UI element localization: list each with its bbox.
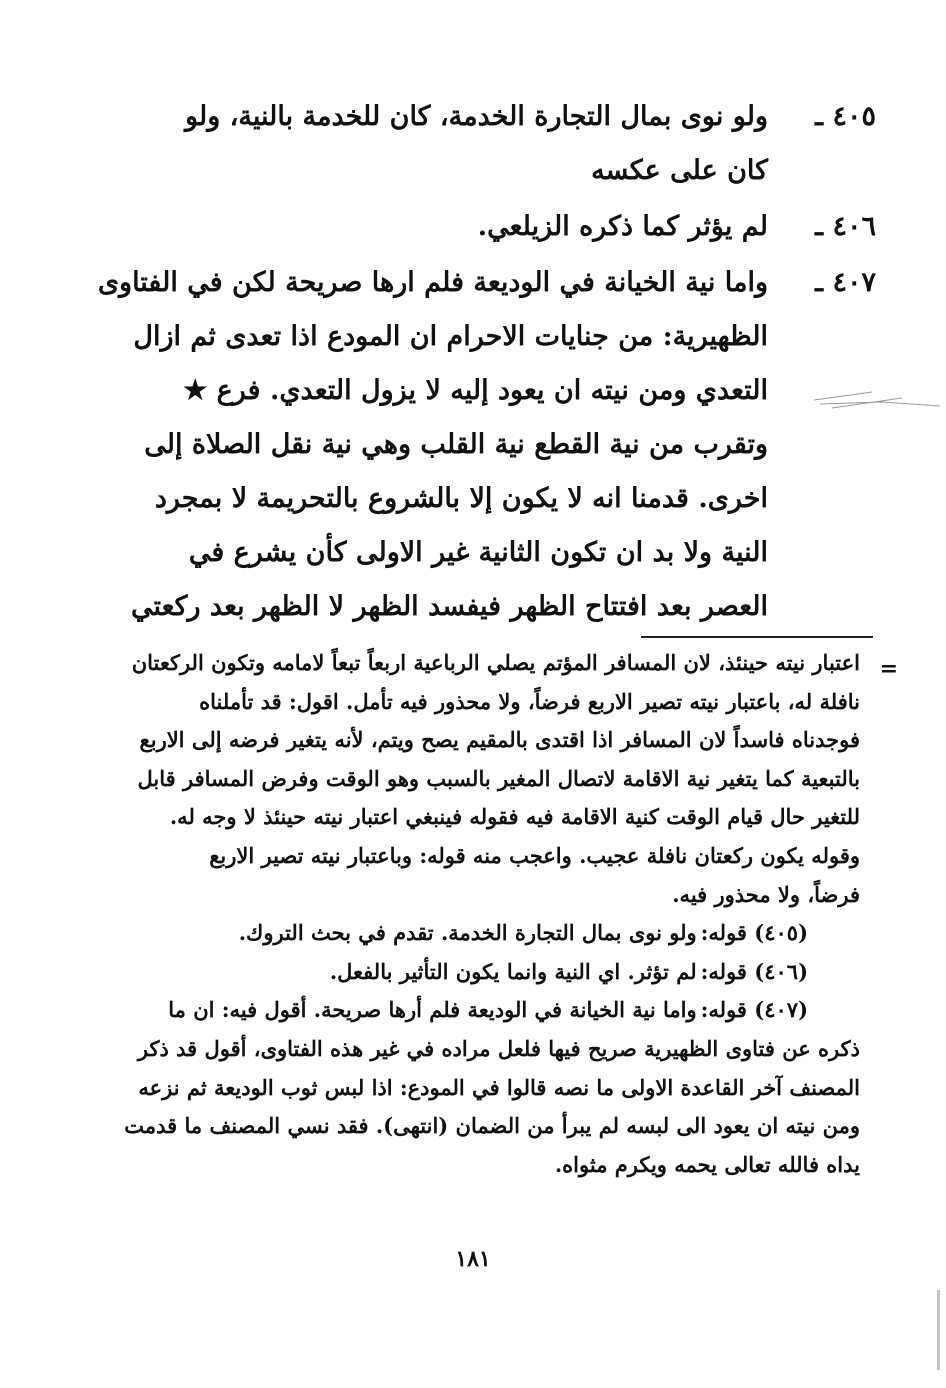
item-body [98, 256, 768, 634]
text-line: العصر بعد افتتاح الظهر فيفسد الظهر لا الظهر بعد ركعتي [130, 591, 768, 622]
footnote-line: يداه فالله تعالى يحمه ويكرم مثواه. [554, 1151, 860, 1177]
main-item [97, 256, 876, 634]
text-line: لم يؤثر كما ذكره الزيلعي. [477, 211, 768, 242]
footnote-line: المصنف آخر القاعدة الاولى ما نصه قالوا في المودع: اذا لبس ثوب الوديعة ثم نزعه [138, 1074, 860, 1100]
footnotes [120, 644, 860, 1184]
main-text [97, 90, 876, 636]
main-item [156, 90, 876, 198]
item-body [156, 90, 768, 198]
footnote-entry [120, 914, 860, 953]
footnote-separator [641, 636, 873, 638]
footnote-entry [120, 953, 860, 992]
footnote-line: للتغير حال قيام الوقت كنية الاقامة فيه فقوله فينبغي اعتبار نيته حينئذ لا وجه له. [169, 804, 860, 830]
continuation-mark: = [879, 656, 898, 682]
footnote-line: نافلة له، باعتبار نيته تصير الاربع فرضاً، ولا محذور فيه تأمل. اقول: قد تأملناه [199, 688, 860, 714]
text-line: التعدي ومن نيته ان يعود إليه لا يزول التعدي. فرع ★ [183, 375, 768, 406]
text-line: واما نية الخيانة في الوديعة فلم ارها صريحة لكن في الفتاوى [97, 267, 768, 298]
page-number: ١٨١ [455, 1246, 491, 1272]
item-body [156, 200, 768, 254]
footnote-line: بالتبعية كما يتغير نية الاقامة لاتصال المغير بالسبب وهو الوقت وفرض المسافر قابل [137, 765, 860, 791]
footnote-line: ومن نيته ان يعود الى لبسه لم يبرأ من الضمان (انتهى). فقد نسي المصنف ما قدمت [124, 1113, 860, 1139]
scan-edge-mark [937, 1290, 940, 1370]
footnote-line: فرضاً، ولا محذور فيه. [672, 881, 860, 907]
text-line: ولو نوى بمال التجارة الخدمة، كان للخدمة بالنية، ولو [185, 101, 768, 132]
item-number: ٤٠٦ ـ [815, 211, 876, 242]
footnote-line: اعتبار نيته حينئذ، لان المسافر المؤتم يصلي الرباعية اربعاً تبعاً لامامه وتكون الركعتان [131, 650, 860, 675]
main-item [156, 200, 876, 254]
item-number: ٤٠٧ ـ [815, 267, 876, 298]
item-number: ٤٠٥ ـ [815, 101, 876, 132]
footnote-text: واما نية الخيانة في الوديعة فلم أرها صريحة. أقول فيه: ان ما [168, 997, 697, 1023]
footnote-line: ذكره عن فتاوى الظهيرية صريح فيها فلعل مراده في غير هذه الفتاوى، أقول قد ذكر [137, 1035, 860, 1061]
text-line: النية ولا بد ان تكون الثانية غير الاولى كأن يشرع في [188, 537, 768, 568]
footnote-line: وقوله يكون ركعتان نافلة عجيب. واعجب منه قوله: وباعتبار نيته تصير الاربع [209, 842, 860, 868]
footnote-ref: (٤٠٧) [754, 997, 808, 1023]
text-line: اخرى. قدمنا انه لا يكون إلا بالشروع بالتحريمة لا بمجرد [154, 483, 768, 514]
footnote-text: ولو نوى بمال التجارة الخدمة. تقدم في بحث التروك. [238, 920, 697, 946]
text-line: وتقرب من نية القطع نية القلب وهي نية نقل الصلاة إلى [144, 429, 768, 460]
footnote-keyword: قوله: [700, 958, 747, 984]
footnote-keyword: قوله: [700, 920, 747, 946]
footnote-ref: (٤٠٥) [754, 920, 808, 946]
text-line: كان على عكسه [591, 155, 768, 186]
footnote-keyword: قوله: [700, 997, 747, 1023]
footnote-text: لم تؤثر. اي النية وانما يكون التأثير بالفعل. [329, 958, 697, 984]
text-line: الظهيرية: من جنايات الاحرام ان المودع اذا تعدى ثم ازال [133, 321, 768, 352]
footnote-line: فوجدناه فاسداً لان المسافر اذا اقتدى بالمقيم يصح ويتم، لأنه يتغير فرضه إلى الاربع [139, 727, 860, 753]
footnote-ref: (٤٠٦) [754, 958, 808, 984]
footnote-entry [120, 991, 860, 1030]
